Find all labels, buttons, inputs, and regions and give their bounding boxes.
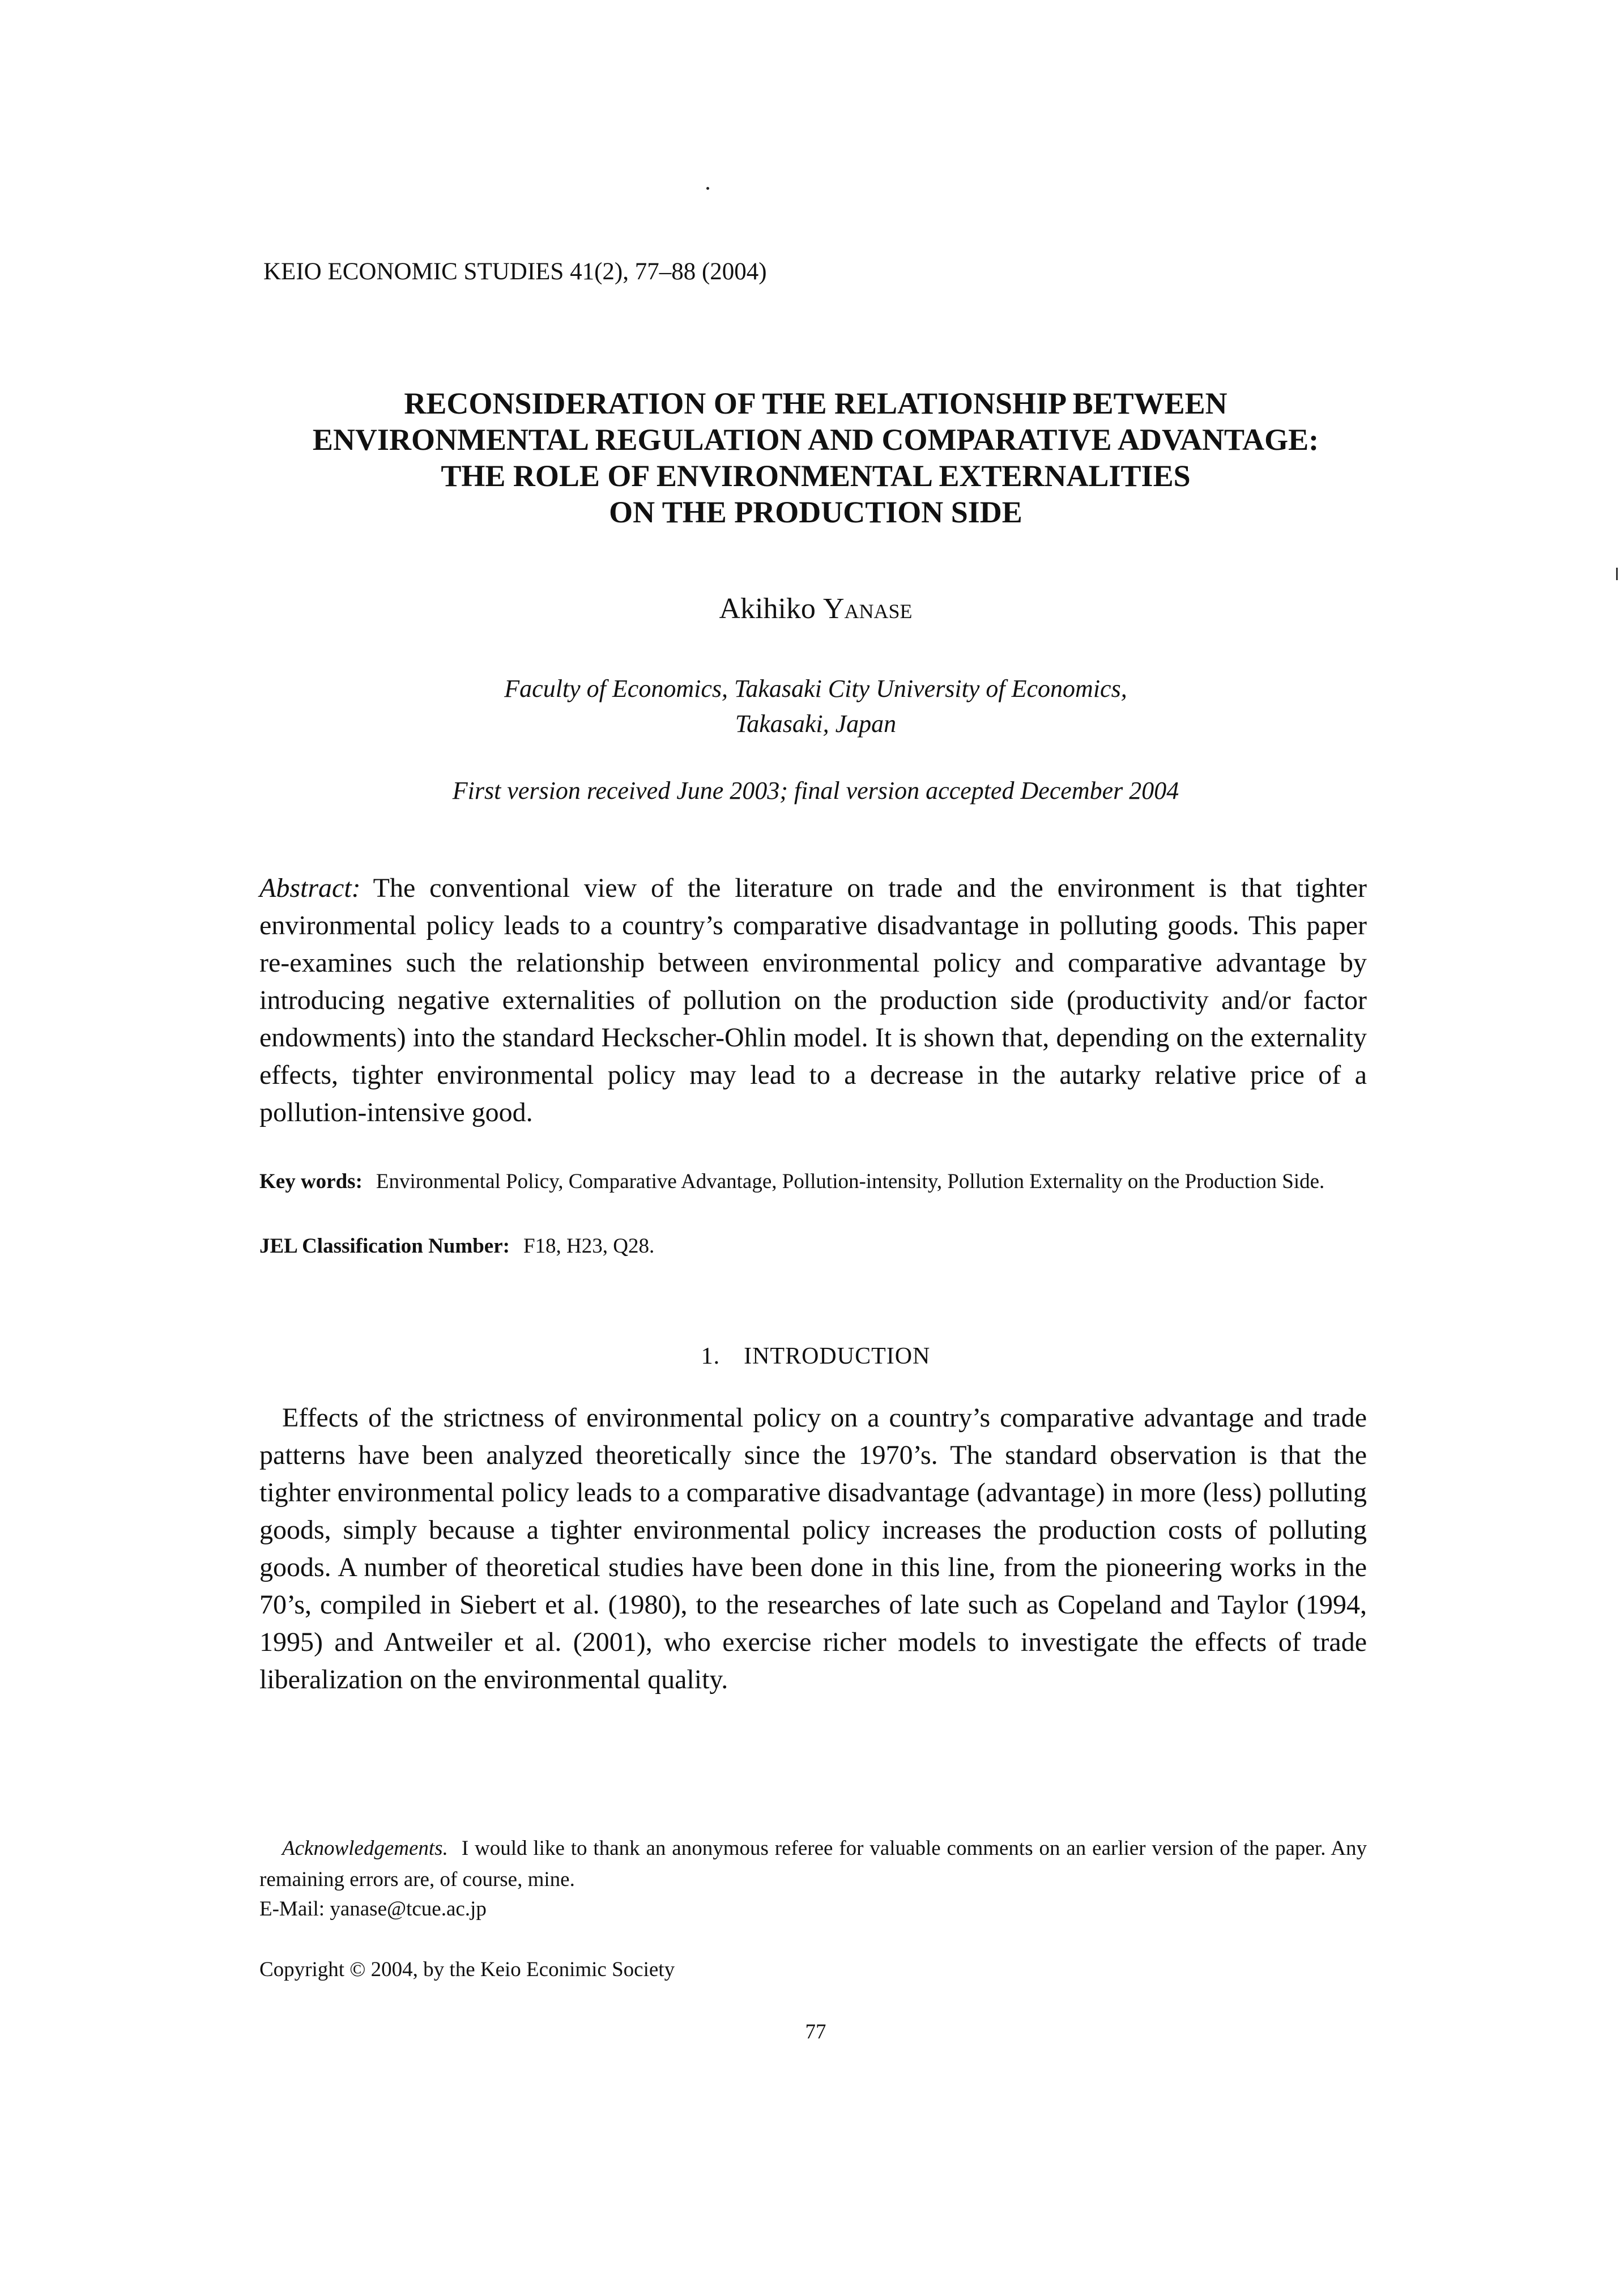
acknowledgements-footnote bbox=[259, 1833, 1367, 1895]
abstract-text: The conventional view of the literature on trade and the environment is that tighter environmental policy leads to a country’s comparative disadvantage in polluting goods. This paper re-examines such the relationship between environmental policy and comparative advantage by introducing negative externalities of pollution on the production side (productivity and/or factor endowments) into the standard Heckscher-Ohlin model. It is shown that, depending on the externality effects, tighter environmental policy may lead to a decrease in the autarky relative price of a pollution-intensive good. bbox=[259, 873, 1367, 1127]
acknowledgements-text: I would like to thank an anonymous referee for valuable comments on an earlier version of the paper. Any remaining errors are, of course, mine. bbox=[259, 1837, 1367, 1891]
jel-codes: F18, H23, Q28. bbox=[523, 1234, 655, 1258]
section-heading bbox=[249, 1343, 1382, 1370]
affiliation-line: Faculty of Economics, Takasaki City University of Economics, bbox=[504, 675, 1127, 703]
author-email: E-Mail: yanase@tcue.ac.jp bbox=[259, 1897, 487, 1921]
scan-speck bbox=[706, 187, 709, 190]
author-name bbox=[249, 592, 1382, 625]
section-title: INTRODUCTION bbox=[744, 1343, 931, 1369]
journal-header: KEIO ECONOMIC STUDIES 41(2), 77–88 (2004) bbox=[263, 258, 767, 285]
author-given-name: Akihiko bbox=[719, 593, 816, 625]
jel-classification bbox=[259, 1234, 1367, 1258]
introduction-paragraph: Effects of the strictness of environmental policy on a country’s comparative advantage and trade patterns have been analyzed theoretically since the 1970’s. The standard observation is that the tighter environmental policy leads to a comparative disadvantage (advantage) in more (less) polluting goods, simply because a tighter environmental policy increases the production costs of polluting goods. A number of theoretical studies have been done in this line, from the pioneering works in the 70’s, compiled in Siebert et al. (1980), to the researches of late such as Copeland and Taylor (1994, 1995) and Antweiler et al. (2001), who exercise richer models to investigate the effects of trade liberalization on the environmental quality. bbox=[259, 1403, 1367, 1695]
title-line: ON THE PRODUCTION SIDE bbox=[609, 495, 1022, 529]
abstract-label: Abstract: bbox=[259, 873, 361, 903]
title-line: THE ROLE OF ENVIRONMENTAL EXTERNALITIES bbox=[441, 459, 1191, 493]
section-number: 1. bbox=[701, 1343, 721, 1369]
paper-title bbox=[249, 385, 1382, 530]
affiliation-line: Takasaki, Japan bbox=[735, 710, 897, 738]
title-line: RECONSIDERATION OF THE RELATIONSHIP BETWEEN bbox=[404, 386, 1227, 420]
keywords bbox=[259, 1166, 1367, 1198]
copyright-notice: Copyright © 2004, by the Keio Econimic Society bbox=[259, 1958, 675, 1981]
acknowledgements-label: Acknowledgements. bbox=[282, 1837, 448, 1860]
keywords-label: Key words: bbox=[259, 1170, 363, 1193]
title-line: ENVIRONMENTAL REGULATION AND COMPARATIVE ADVANTAGE: bbox=[312, 423, 1319, 457]
received-dates: First version received June 2003; final version accepted December 2004 bbox=[452, 777, 1179, 804]
author-affiliation bbox=[249, 671, 1382, 742]
abstract bbox=[259, 870, 1367, 1131]
author-family-name: Yanase bbox=[822, 593, 913, 625]
jel-label: JEL Classification Number: bbox=[259, 1234, 510, 1258]
scan-edge-mark bbox=[1616, 568, 1618, 580]
keywords-text: Environmental Policy, Comparative Advantage, Pollution-intensity, Pollution Externality on the Production Side. bbox=[376, 1170, 1325, 1193]
page-number: 77 bbox=[805, 2020, 826, 2044]
